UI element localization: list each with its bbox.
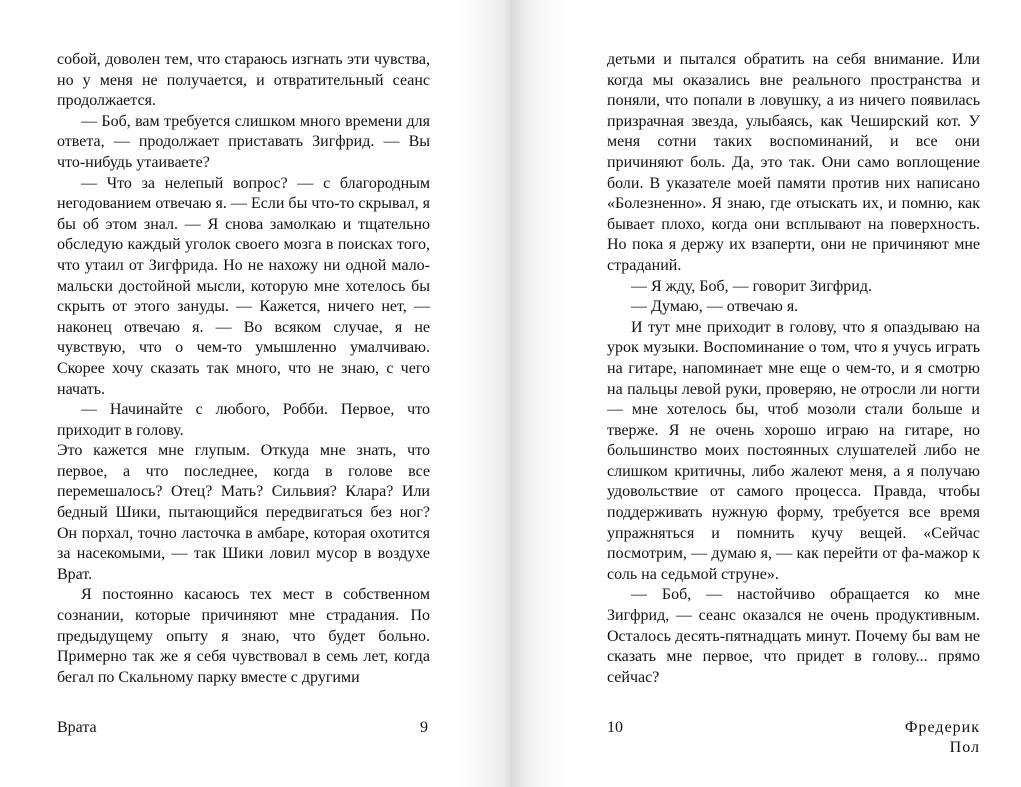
paragraph: — Что за нелепый вопрос? — с благородным негодованием отвечаю я. — Если бы что-то скрывал, я бы об этом знал. — Я снова замолкаю и тщательно обследую каждый уголок своего мозга в поисках того, что утаил от Зигфрида. Но не нахожу ни одной мало-мальски достойной мысли, которую мне хотелось бы скрыть от этого зануды. — Кажется, ничего нет, — наконец отвечаю я. — Во всяком случае, я не чувствую, что о чем-то умышленно умалчиваю. Скорее хочу сказать так много, что не знаю, с чего начать. [57,174,430,398]
paragraph: Я постоянно касаюсь тех мест в собственном сознании, которые причиняют мне страдания. По предыдущему опыту я знаю, что будет больно. Примерно так же я себя чувствовал в семь лет, когда бегал по Скальному парку вместе с другими [57,586,430,686]
paragraph: — Я жду, Боб, — говорит Зигфрид. [631,277,872,295]
right-page-text [607,50,980,688]
paragraph: детьми и пытался обратить на себя внимание. Или когда мы оказались вне реального пространства и поняли, что попали в ловушку, а из ничего появилась призрачная звезда, улыбаясь, как Чеширский кот. У меня сотни таких воспоминаний, и все они причиняют боль. Да, это так. Они само воплощение боли. В указателе моей памяти против них написано «Болезненно». Я знаю, где отыскать их, и помню, как бывает плохо, когда они всплывают на поверхность. Но пока я держу их взаперти, они не причиняют мне страданий. [607,51,980,274]
paragraph: — Боб, вам требуется слишком много времени для ответа, — продолжает приставать Зигфрид. — Вы что-нибудь утаиваете? [57,112,430,171]
right-page [510,0,1021,787]
page-number: 9 [420,719,428,736]
paragraph: — Думаю, — отвечаю я. [631,298,799,316]
running-footer-book-title: Врата [57,719,97,736]
paragraph: И тут мне приходит в голову, что я опаздываю на урок музыки. Воспоминание о том, что я учусь играть на гитаре, напоминает мне еще о чем-то, и я смотрю на пальцы левой руки, проверяю, не отросли ли ногти — мне хотелось бы, чтоб мозоли стали больше и тверже. Я не очень хорошо играю на гитаре, но большинство моих постоянных слушателей либо не слишком критичны, либо жалеют меня, а я получаю удовольствие от самого процесса. Правда, чтобы поддерживать нужную форму, требуется все время упражняться и помнить кучу вещей. «Сейчас посмотрим, — думаю я, — как перейти от фа-мажор к соль на седьмой струне». [607,318,980,583]
running-footer-author: Фредерик Пол [904,719,980,756]
paragraph: — Начинайте с любого, Робби. Первое, что приходит в голову. [57,401,430,439]
page-number: 10 [607,719,623,736]
paragraph: — Боб, — настойчиво обращается ко мне Зигфрид, — сеанс оказался не очень продуктивным. Осталось десять-пятнадцать минут. Почему бы вам не сказать мне первое, что придет в голову... прямо сейчас? [607,586,980,686]
left-page-text [57,50,430,688]
paragraph: Это кажется мне глупым. Откуда мне знать, что первое, а что последнее, когда в голове все перемешалось? Отец? Мать? Сильвия? Клара? Или бедный Шики, пытающийся передвигаться без ног? Он порхал, точно ласточка в амбаре, которая охотится за насекомыми, — так Шики ловил мусор в воздухе Врат. [57,442,430,583]
left-page [0,0,510,787]
paragraph: собой, доволен тем, что стараюсь изгнать эти чувства, но у меня не получается, и отвратительный сеанс продолжается. [57,51,430,110]
